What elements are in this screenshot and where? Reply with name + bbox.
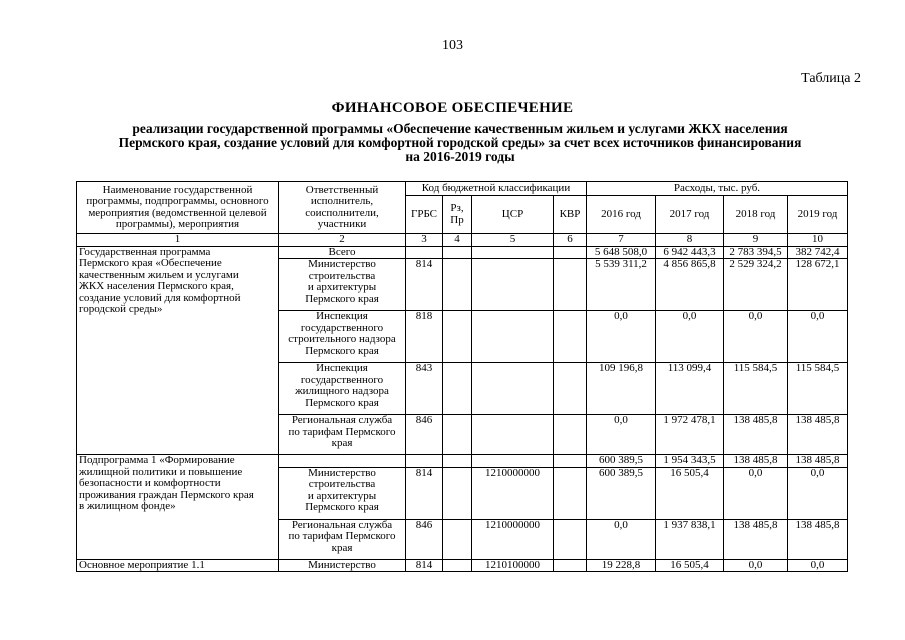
executor-line: по тарифам Пермского — [288, 530, 396, 542]
value-2018-cell: 138 485,8 — [724, 519, 788, 559]
value-2018-cell: 2 529 324,2 — [724, 259, 788, 311]
grbs-cell: 814 — [406, 259, 443, 311]
grbs-cell: 818 — [406, 311, 443, 363]
value-2016-cell: 19 228,8 — [587, 559, 656, 572]
header-executor: Ответственный исполнитель, соисполнители, участники — [279, 182, 406, 234]
value-2019-cell: 0,0 — [788, 559, 848, 572]
document-title: ФИНАНСОВОЕ ОБЕСПЕЧЕНИЕ — [331, 100, 574, 116]
row-name-line: качественным жильем и услугами — [79, 268, 239, 281]
executor-cell — [279, 455, 406, 468]
csr-cell: 1210000000 — [472, 467, 554, 519]
col-number: 9 — [724, 234, 788, 247]
kvr-cell — [554, 455, 587, 468]
subtitle-line: реализации государственной программы «Обеспечение качественным жильем и услугами ЖКХ населения — [132, 121, 788, 136]
executor-line: Пермского края — [305, 396, 379, 409]
row-name-cell — [77, 559, 279, 572]
executor-cell — [279, 311, 406, 363]
grbs-cell: 846 — [406, 415, 443, 455]
executor-cell — [279, 246, 406, 259]
csr-cell — [472, 259, 554, 311]
executor-line: и архитектуры — [307, 281, 377, 293]
header-budget-code: Код бюджетной классификации — [406, 182, 587, 196]
executor-cell — [279, 467, 406, 519]
col-number: 3 — [406, 234, 443, 247]
row-name-line: Подпрограмма 1 «Формирование — [79, 454, 235, 466]
rz-pr-cell — [443, 363, 472, 415]
executor-line: и архитектуры — [307, 489, 377, 502]
col-number: 5 — [472, 234, 554, 247]
rz-pr-cell — [443, 259, 472, 311]
row-name-line: в жилищном фонде» — [79, 500, 176, 512]
grbs-cell: 843 — [406, 363, 443, 415]
rz-pr-cell — [443, 311, 472, 363]
row-name-line: Пермского края «Обеспечение — [79, 257, 222, 269]
row-name-line: ЖКХ населения Пермского края, — [79, 280, 234, 292]
csr-cell — [472, 363, 554, 415]
csr-cell: 1210100000 — [472, 559, 554, 572]
executor-line: жилищного надзора — [295, 385, 389, 397]
row-name-line: жилищной политики и повышение — [79, 465, 243, 478]
value-2019-cell: 138 485,8 — [788, 415, 848, 455]
value-2018-cell: 0,0 — [724, 559, 788, 572]
executor-cell — [279, 259, 406, 311]
header-csr: ЦСР — [472, 196, 554, 234]
col-number: 8 — [656, 234, 724, 247]
header-kvr: КВР — [554, 196, 587, 234]
value-2016-cell: 0,0 — [587, 415, 656, 455]
table-row — [77, 455, 848, 468]
value-2019-cell: 138 485,8 — [788, 519, 848, 559]
table-label: Таблица 2 — [801, 71, 861, 86]
header-2016: 2016 год — [587, 196, 656, 234]
document-subtitle — [60, 122, 860, 164]
csr-cell — [472, 246, 554, 259]
executor-line: строительства — [308, 269, 376, 282]
executor-cell — [279, 363, 406, 415]
executor-line: строительства — [308, 478, 376, 490]
grbs-cell — [406, 455, 443, 468]
executor-line: Министерство — [308, 258, 376, 270]
executor-line: края — [331, 437, 353, 449]
rz-pr-cell — [443, 559, 472, 572]
row-name-cell — [77, 246, 279, 455]
csr-cell — [472, 455, 554, 468]
row-name-line: безопасности и комфортности — [79, 477, 221, 489]
executor-line: строительного надзора — [288, 333, 396, 345]
row-name-line: Основное мероприятие 1.1 — [79, 559, 205, 571]
table-row — [77, 559, 848, 572]
executor-line: государственного — [300, 321, 384, 334]
row-name-cell — [77, 455, 279, 560]
executor-line: Пермского края — [305, 501, 379, 513]
subtitle-line: на 2016-2019 годы — [405, 149, 515, 164]
grbs-cell — [406, 246, 443, 259]
executor-line: Министерство — [308, 559, 376, 571]
value-2019-cell: 0,0 — [788, 467, 848, 519]
kvr-cell — [554, 259, 587, 311]
subtitle-line: Пермского края, создание условий для комфортной городской среды» за счет всех источников финансирования — [118, 135, 802, 150]
value-2019-cell: 0,0 — [788, 311, 848, 363]
value-2016-cell: 5 539 311,2 — [587, 259, 656, 311]
value-2019-cell: 128 672,1 — [788, 259, 848, 311]
header-grbs: ГРБС — [406, 196, 443, 234]
value-2016-cell: 0,0 — [587, 311, 656, 363]
value-2017-cell: 1 937 838,1 — [656, 519, 724, 559]
header-expenses: Расходы, тыс. руб. — [587, 182, 848, 196]
executor-cell — [279, 519, 406, 559]
value-2016-cell: 0,0 — [587, 519, 656, 559]
value-2017-cell: 113 099,4 — [656, 363, 724, 415]
rz-pr-cell — [443, 455, 472, 468]
col-number: 1 — [77, 234, 279, 247]
kvr-cell — [554, 246, 587, 259]
rz-pr-cell — [443, 467, 472, 519]
kvr-cell — [554, 363, 587, 415]
executor-line: Министерство — [308, 467, 376, 479]
header-2019: 2019 год — [788, 196, 848, 234]
value-2017-cell: 1 954 343,5 — [656, 455, 724, 468]
executor-line: государственного — [300, 373, 384, 386]
executor-line: по тарифам Пермского — [288, 425, 396, 438]
row-name-line: городской среды» — [79, 303, 163, 315]
value-2017-cell: 0,0 — [656, 311, 724, 363]
executor-line: Всего — [328, 246, 356, 258]
rz-pr-cell — [443, 415, 472, 455]
executor-line: края — [331, 541, 353, 554]
executor-cell — [279, 559, 406, 572]
value-2017-cell: 16 505,4 — [656, 467, 724, 519]
rz-pr-cell — [443, 246, 472, 259]
row-name-line: проживания граждан Пермского края — [79, 488, 254, 501]
kvr-cell — [554, 415, 587, 455]
kvr-cell — [554, 311, 587, 363]
header-2018: 2018 год — [724, 196, 788, 234]
executor-line: Инспекция — [316, 310, 368, 322]
grbs-cell: 814 — [406, 559, 443, 572]
value-2019-cell: 138 485,8 — [788, 455, 848, 468]
value-2018-cell: 138 485,8 — [724, 455, 788, 468]
kvr-cell — [554, 559, 587, 572]
executor-cell — [279, 415, 406, 455]
value-2018-cell: 0,0 — [724, 467, 788, 519]
kvr-cell — [554, 467, 587, 519]
executor-line: Инспекция — [316, 362, 368, 374]
row-name-line: Государственная программа — [79, 246, 211, 258]
value-2017-cell: 16 505,4 — [656, 559, 724, 572]
kvr-cell — [554, 519, 587, 559]
col-number: 6 — [554, 234, 587, 247]
executor-line: Региональная служба — [291, 519, 393, 531]
executor-line: Пермского края — [305, 292, 379, 305]
header-name: Наименование государственной программы, подпрограммы, основного мероприятия (ведомственной целевой программы), мероприятия — [77, 182, 279, 234]
executor-line: Региональная служба — [291, 414, 393, 426]
value-2016-cell: 600 389,5 — [587, 455, 656, 468]
page-number: 103 — [442, 38, 463, 53]
value-2018-cell: 0,0 — [724, 311, 788, 363]
value-2019-cell: 382 742,4 — [788, 246, 848, 259]
header-rz-pr: Рз, Пр — [443, 196, 472, 234]
col-number: 4 — [443, 234, 472, 247]
table-row — [77, 246, 848, 259]
csr-cell: 1210000000 — [472, 519, 554, 559]
grbs-cell: 846 — [406, 519, 443, 559]
value-2017-cell: 6 942 443,3 — [656, 246, 724, 259]
row-name-line: создание условий для комфортной — [79, 291, 241, 304]
value-2016-cell: 600 389,5 — [587, 467, 656, 519]
executor-line: Пермского края — [305, 344, 379, 357]
value-2018-cell: 115 584,5 — [724, 363, 788, 415]
value-2018-cell: 2 783 394,5 — [724, 246, 788, 259]
col-number: 2 — [279, 234, 406, 247]
header-2017: 2017 год — [656, 196, 724, 234]
value-2016-cell: 5 648 508,0 — [587, 246, 656, 259]
value-2016-cell: 109 196,8 — [587, 363, 656, 415]
financing-table — [76, 181, 848, 572]
value-2017-cell: 1 972 478,1 — [656, 415, 724, 455]
csr-cell — [472, 415, 554, 455]
col-number: 7 — [587, 234, 656, 247]
value-2018-cell: 138 485,8 — [724, 415, 788, 455]
value-2017-cell: 4 856 865,8 — [656, 259, 724, 311]
col-number: 10 — [788, 234, 848, 247]
csr-cell — [472, 311, 554, 363]
rz-pr-cell — [443, 519, 472, 559]
grbs-cell: 814 — [406, 467, 443, 519]
value-2019-cell: 115 584,5 — [788, 363, 848, 415]
